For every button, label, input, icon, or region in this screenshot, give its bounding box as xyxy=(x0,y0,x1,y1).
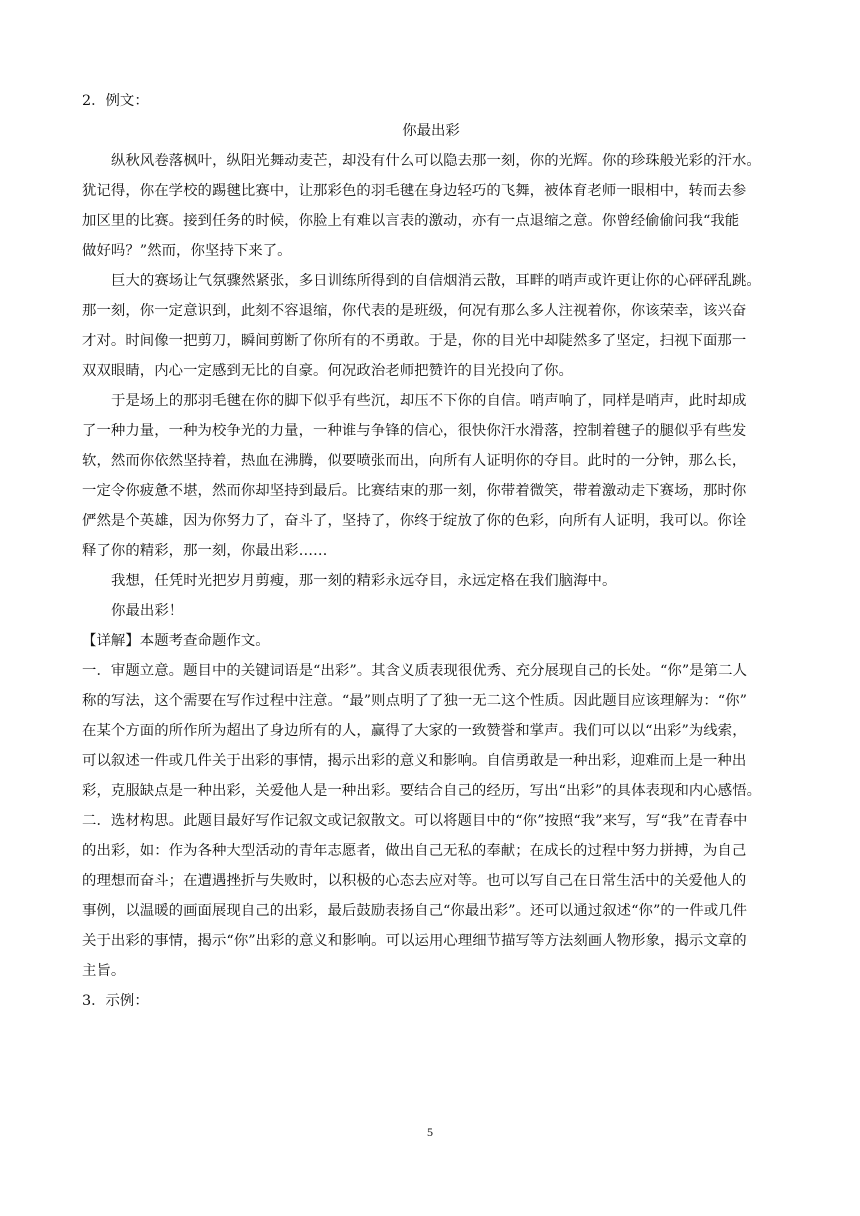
essay-line: 巨大的赛场让气氛骤然紧张，多日训练所得到的自信烟消云散，耳畔的哨声或许更让你的心砰砰乱跳。 xyxy=(111,273,761,289)
essay-line: 犹记得，你在学校的踢毽比赛中，让那彩色的羽毛毽在身边轻巧的飞舞，被体育老师一眼相中，转而去参 xyxy=(82,183,747,199)
essay-line: 于是场上的那羽毛毽在你的脚下似乎有些沉，却压不下你的自信。哨声响了，同样是哨声，此时却成 xyxy=(111,393,747,409)
essay-title: 你最出彩 xyxy=(402,123,460,139)
essay-line: 双双眼睛，内心一定感到无比的自豪。何况政治老师把赞许的目光投向了你。 xyxy=(82,363,573,379)
essay-line: 做好吗？”然而，你坚持下来了。 xyxy=(82,243,292,259)
detail-tag: 【详解】 xyxy=(82,633,140,649)
analysis-line: 的理想而奋斗；在遭遇挫折与失败时，以积极的心态去应对等。也可以写自己在日常生活中的关爱他人的 xyxy=(82,873,747,889)
analysis-line: 主旨。 xyxy=(82,963,126,979)
essay-line: 俨然是个英雄，因为你努力了，奋斗了，坚持了，你终于绽放了你的色彩，向所有人证明，我可以。你诠 xyxy=(82,513,747,529)
section-2-label: 2．例文： xyxy=(82,93,149,109)
essay-body xyxy=(82,146,780,626)
analysis-line: 事例，以温暖的画面展现自己的出彩，最后鼓励表扬自己“你最出彩”。还可以通过叙述“你”的一件或几件 xyxy=(82,903,748,919)
essay-line: 释了你的精彩，那一刻，你最出彩…… xyxy=(82,543,328,559)
essay-line: 加区里的比赛。接到任务的时候，你脸上有难以言表的激动，亦有一点退缩之意。你曾经偷偷问我“我能 xyxy=(82,213,740,229)
analysis-line: 彩，克服缺点是一种出彩，关爱他人是一种出彩。要结合自己的经历，写出“出彩”的具体表现和内心感悟。 xyxy=(82,783,762,799)
section-3-label: 3．示例： xyxy=(82,993,149,1009)
essay-line: 一定令你疲惫不堪，然而你却坚持到最后。比赛结束的那一刻，你带着微笑，带着激动走下赛场，那时你 xyxy=(82,483,747,499)
essay-line: 了一种力量，一种为校争光的力量，一种谁与争锋的信心，很快你汗水滑落，控制着毽子的腿似乎有些发 xyxy=(82,423,747,439)
detail-heading xyxy=(82,626,780,656)
analysis-line: 关于出彩的事情，揭示“你”出彩的意义和影响。可以运用心理细节描写等方法刻画人物形象，揭示文章的 xyxy=(82,933,747,949)
page-number: 5 xyxy=(427,1125,433,1139)
essay-line: 纵秋风卷落枫叶，纵阳光舞动麦芒，却没有什么可以隐去那一刻，你的光辉。你的珍珠般光彩的汗水。 xyxy=(111,153,761,169)
analysis-line: 可以叙述一件或几件关于出彩的事情，揭示出彩的意义和影响。自信勇敢是一种出彩，迎难而上是一种出 xyxy=(82,753,747,769)
essay-line: 我想，任凭时光把岁月剪瘦，那一刻的精彩永远夺目，永远定格在我们脑海中。 xyxy=(111,573,617,589)
detail-intro: 本题考查命题作文。 xyxy=(139,633,270,649)
analysis-line: 一．审题立意。题目中的关键词语是“出彩”。其含义质表现很优秀、充分展现自己的长处。“你”是第二人 xyxy=(82,663,748,679)
analysis-line: 在某个方面的所作所为超出了身边所有的人，赢得了大家的一致赞誉和掌声。我们可以以“出彩”为线索， xyxy=(82,723,747,739)
essay-line: 那一刻，你一定意识到，此刻不容退缩，你代表的是班级，何况有那么多人注视着你，你该荣幸，该兴奋 xyxy=(82,303,747,319)
essay-line: 你最出彩！ xyxy=(111,603,184,619)
analysis-line: 称的写法，这个需要在写作过程中注意。“最”则点明了了独一无二这个性质。因此题目应该理解为：“你” xyxy=(82,693,748,709)
essay-line: 软，然而你依然坚持着，热血在沸腾，似要喷张而出，向所有人证明你的夺目。此时的一分钟，那么长， xyxy=(82,453,747,469)
analysis-line: 二．选材构思。此题目最好写作记叙文或记叙散文。可以将题目中的“你”按照“我”来写，写“我”在青春中 xyxy=(82,813,748,829)
essay-line: 才对。时间像一把剪刀，瞬间剪断了你所有的不勇敢。于是，你的目光中却陡然多了坚定，扫视下面那一 xyxy=(82,333,747,349)
analysis-body xyxy=(82,656,780,986)
document-page xyxy=(82,86,780,1016)
analysis-line: 的出彩，如：作为各种大型活动的青年志愿者，做出自己无私的奉献；在成长的过程中努力拼搏，为自己 xyxy=(82,843,747,859)
